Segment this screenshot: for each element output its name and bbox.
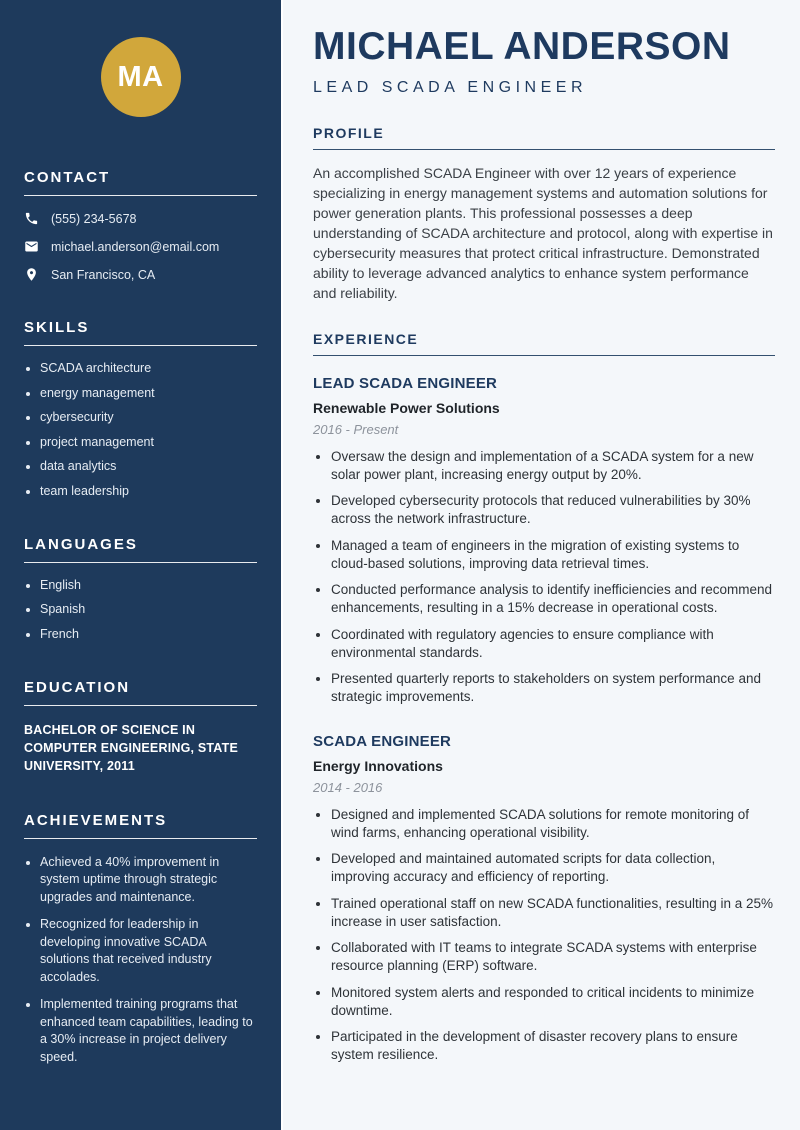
avatar-initials: MA	[117, 60, 164, 93]
language-item: • English	[40, 578, 257, 593]
language-item: • French	[40, 627, 257, 642]
location-text: San Francisco, CA	[51, 267, 156, 282]
job-title: LEAD SCADA ENGINEER	[313, 375, 498, 393]
languages-list	[24, 578, 257, 642]
skill-item: • team leadership	[40, 484, 257, 499]
email-text: michael.anderson@email.com	[51, 239, 220, 254]
location-icon	[24, 267, 39, 282]
sidebar	[0, 0, 281, 1130]
profile-section	[313, 125, 775, 303]
job-bullets	[313, 806, 775, 1064]
contact-location	[24, 267, 257, 282]
skill-item: • energy management	[40, 386, 257, 401]
job-dates: 2016 - Present	[313, 422, 399, 438]
achievements-section	[24, 812, 257, 1067]
main-content	[281, 0, 800, 1130]
profile-heading: PROFILE	[313, 125, 775, 150]
achievement-item: • Achieved a 40% improvement in system uptime through strategic upgrades and maintenance.	[40, 854, 257, 907]
achievement-item: • Implemented training programs that enhanced team capabilities, leading to a 30% increase in project delivery speed.	[40, 996, 257, 1066]
education-section	[24, 679, 257, 775]
skill-item: • cybersecurity	[40, 410, 257, 425]
experience-heading: EXPERIENCE	[313, 331, 775, 356]
achievement-item: • Recognized for leadership in developing innovative SCADA solutions that received industry accolades.	[40, 916, 257, 986]
skills-section	[24, 319, 257, 499]
skills-heading: SKILLS	[24, 319, 257, 346]
job-bullet: • Managed a team of engineers in the migration of existing systems to cloud-based solutions, improving data retrieval times.	[331, 537, 775, 573]
experience-section	[313, 331, 775, 1064]
languages-heading: LANGUAGES	[24, 536, 257, 563]
job-bullets	[313, 448, 775, 706]
education-heading: EDUCATION	[24, 679, 257, 706]
job-bullet: • Presented quarterly reports to stakeholders on system performance and strategic improvements.	[331, 670, 775, 706]
job-company: Energy Innovations	[313, 757, 443, 774]
job-title: SCADA ENGINEER	[313, 732, 452, 750]
education-text: BACHELOR OF SCIENCE IN COMPUTER ENGINEERING, STATE UNIVERSITY, 2011	[24, 722, 238, 773]
languages-section	[24, 536, 257, 642]
job-bullet: • Conducted performance analysis to identify inefficiencies and recommend enhancements, resulting in a 15% decrease in operational costs.	[331, 581, 775, 617]
skill-item: • data analytics	[40, 459, 257, 474]
email-icon	[24, 239, 39, 254]
job-bullet: • Coordinated with regulatory agencies to ensure compliance with environmental standards.	[331, 626, 775, 662]
job-bullet: • Participated in the development of disaster recovery plans to ensure system resilience.	[331, 1028, 775, 1064]
candidate-title: LEAD SCADA ENGINEER	[313, 78, 587, 96]
job-bullet: • Trained operational staff on new SCADA functionalities, resulting in a 25% increase in user satisfaction.	[331, 895, 775, 931]
profile-text: An accomplished SCADA Engineer with over 12 years of experience specializing in energy management systems and automation solutions for power generation plants. This professional possesses a deep understanding of SCADA architecture and protocol, along with expertise in cybersecurity measures that protect critical infrastructure. Demonstrated ability to leverage advanced analytics to enhance system performance and reliability.	[313, 164, 773, 302]
achievements-heading: ACHIEVEMENTS	[24, 812, 257, 839]
job-bullet: • Monitored system alerts and responded to critical incidents to minimize downtime.	[331, 984, 775, 1020]
contact-section	[24, 169, 257, 282]
phone-text: (555) 234-5678	[51, 211, 137, 226]
job-bullet: • Developed and maintained automated scripts for data collection, improving accuracy and efficiency of reporting.	[331, 850, 775, 886]
skill-item: • SCADA architecture	[40, 361, 257, 376]
job-bullet: • Designed and implemented SCADA solutions for remote monitoring of wind farms, enhancing operational visibility.	[331, 806, 775, 842]
job-entry	[313, 733, 775, 1064]
job-bullet: • Collaborated with IT teams to integrate SCADA systems with enterprise resource planning (ERP) software.	[331, 939, 775, 975]
job-dates: 2014 - 2016	[313, 779, 383, 795]
contact-heading: CONTACT	[24, 169, 257, 196]
achievements-list	[24, 854, 257, 1067]
avatar	[101, 37, 181, 117]
contact-phone	[24, 211, 257, 226]
job-entry	[313, 375, 775, 706]
job-company: Renewable Power Solutions	[313, 400, 500, 417]
candidate-name: MICHAEL ANDERSON	[313, 25, 731, 68]
skill-item: • project management	[40, 435, 257, 450]
job-bullet: • Oversaw the design and implementation of a SCADA system for a new solar power plant, increasing energy output by 20%.	[331, 448, 775, 484]
language-item: • Spanish	[40, 602, 257, 617]
phone-icon	[24, 211, 39, 226]
job-bullet: • Developed cybersecurity protocols that reduced vulnerabilities by 30% across the network infrastructure.	[331, 492, 775, 528]
contact-email	[24, 239, 257, 254]
skills-list	[24, 361, 257, 499]
